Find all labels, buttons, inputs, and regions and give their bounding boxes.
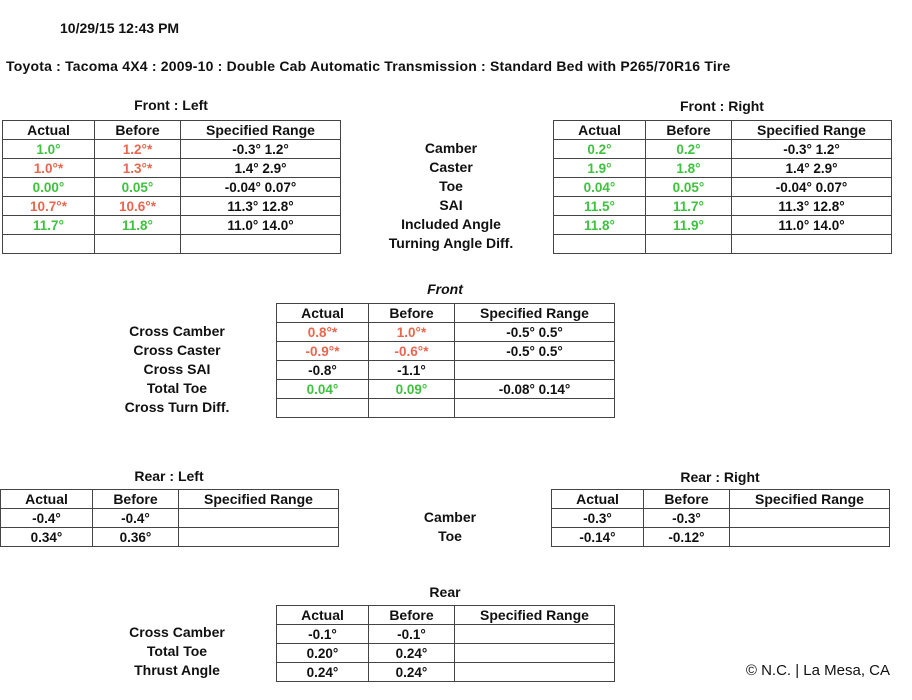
before-cell: 0.05° (95, 178, 181, 197)
actual-cell (3, 235, 95, 254)
measurement-label: Cross Camber (129, 624, 225, 640)
front-cross-labels (92, 322, 262, 417)
table-row (552, 528, 890, 547)
actual-cell: 0.20° (277, 644, 369, 663)
actual-cell: -0.3° (552, 509, 644, 528)
actual-cell: 0.34° (1, 528, 93, 547)
table-row (554, 197, 892, 216)
before-cell: 0.05° (646, 178, 732, 197)
header-row (552, 490, 890, 509)
before-cell: -0.4° (93, 509, 179, 528)
table-row (277, 399, 615, 418)
measurement-label: Thrust Angle (134, 662, 220, 678)
table-row (554, 140, 892, 159)
measurement-label: SAI (439, 197, 463, 213)
table-row (3, 197, 341, 216)
actual-cell: 0.00° (3, 178, 95, 197)
measurement-label: Cross Camber (129, 323, 225, 339)
table-row (277, 323, 615, 342)
specified-range-header: Specified Range (730, 490, 890, 509)
table-row (552, 509, 890, 528)
before-cell: 1.3°* (95, 159, 181, 178)
specified-range-cell (179, 528, 339, 547)
before-cell (95, 235, 181, 254)
front-left-table (2, 120, 341, 254)
actual-header: Actual (3, 121, 95, 140)
header-row (277, 606, 615, 625)
front-cross-title: Front (427, 281, 463, 297)
before-cell: 1.0°* (369, 323, 455, 342)
specified-range-header: Specified Range (455, 606, 615, 625)
table-row (277, 644, 615, 663)
table-row (277, 380, 615, 399)
table-row (3, 216, 341, 235)
actual-header: Actual (277, 606, 369, 625)
actual-header: Actual (554, 121, 646, 140)
table-row (554, 178, 892, 197)
before-header: Before (644, 490, 730, 509)
measurement-label: Cross Caster (133, 342, 221, 358)
specified-range-cell (179, 509, 339, 528)
measurement-label: Cross SAI (143, 361, 211, 377)
front-right-table (553, 120, 892, 254)
specified-range-cell: 11.0° 14.0° (732, 216, 892, 235)
actual-cell: 1.0° (3, 140, 95, 159)
specified-range-header: Specified Range (732, 121, 892, 140)
specified-range-header: Specified Range (181, 121, 341, 140)
actual-header: Actual (1, 490, 93, 509)
specified-range-cell (455, 361, 615, 380)
before-cell: -0.3° (644, 509, 730, 528)
specified-range-cell: -0.5° 0.5° (455, 342, 615, 361)
actual-cell: 0.24° (277, 663, 369, 682)
rear-cross-labels (92, 623, 262, 680)
specified-range-cell (455, 625, 615, 644)
before-cell: 10.6°* (95, 197, 181, 216)
actual-cell: 1.0°* (3, 159, 95, 178)
actual-cell: 11.5° (554, 197, 646, 216)
rear-right-title: Rear : Right (680, 469, 760, 485)
specified-range-cell (455, 399, 615, 418)
actual-cell: -0.9°* (277, 342, 369, 361)
measurement-label: Camber (423, 509, 477, 525)
actual-cell: 1.9° (554, 159, 646, 178)
measurement-label: Toe (439, 178, 463, 194)
specified-range-cell (455, 663, 615, 682)
table-row (3, 159, 341, 178)
before-cell: -0.6°* (369, 342, 455, 361)
actual-cell (277, 399, 369, 418)
front-cross-table (276, 303, 615, 418)
before-cell: 11.8° (95, 216, 181, 235)
table-row (554, 216, 892, 235)
before-cell: 11.7° (646, 197, 732, 216)
measurement-label: Total Toe (146, 643, 208, 659)
actual-cell: -0.8° (277, 361, 369, 380)
measurement-label: Camber (424, 140, 478, 156)
actual-cell (554, 235, 646, 254)
before-cell: 0.2° (646, 140, 732, 159)
measurement-label: Total Toe (146, 380, 208, 396)
before-cell (369, 399, 455, 418)
before-cell: 0.09° (369, 380, 455, 399)
specified-range-cell: 11.0° 14.0° (181, 216, 341, 235)
specified-range-cell: -0.3° 1.2° (181, 140, 341, 159)
table-row (277, 342, 615, 361)
specified-range-cell (730, 528, 890, 547)
measurement-label: Included Angle (401, 216, 501, 232)
rear-cross-table (276, 605, 615, 682)
before-cell: 11.9° (646, 216, 732, 235)
front-right-title: Front : Right (680, 98, 764, 114)
actual-header: Actual (277, 304, 369, 323)
before-header: Before (369, 304, 455, 323)
rear-measurement-labels (380, 508, 520, 546)
header-row (3, 121, 341, 140)
specified-range-header: Specified Range (179, 490, 339, 509)
actual-cell: 11.8° (554, 216, 646, 235)
specified-range-cell: 11.3° 12.8° (732, 197, 892, 216)
actual-cell: 10.7°* (3, 197, 95, 216)
measurement-label: Caster (429, 159, 473, 175)
specified-range-header: Specified Range (455, 304, 615, 323)
rear-left-title: Rear : Left (134, 468, 204, 484)
specified-range-cell (181, 235, 341, 254)
before-cell: 1.8° (646, 159, 732, 178)
before-header: Before (93, 490, 179, 509)
before-cell (646, 235, 732, 254)
table-row (3, 178, 341, 197)
vehicle-description: Toyota : Tacoma 4X4 : 2009-10 : Double Cab Automatic Transmission : Standard Bed with P265/70R16 Tire (6, 58, 731, 74)
copyright: © N.C. | La Mesa, CA (745, 662, 890, 679)
measurement-label: Toe (438, 528, 462, 544)
header-row (1, 490, 339, 509)
specified-range-cell: -0.3° 1.2° (732, 140, 892, 159)
measurement-label: Cross Turn Diff. (124, 399, 230, 415)
actual-cell: -0.4° (1, 509, 93, 528)
actual-cell: 11.7° (3, 216, 95, 235)
table-row (3, 235, 341, 254)
actual-cell: 0.04° (554, 178, 646, 197)
specified-range-cell: -0.04° 0.07° (732, 178, 892, 197)
specified-range-cell (730, 509, 890, 528)
before-cell: -1.1° (369, 361, 455, 380)
header-row (554, 121, 892, 140)
table-row (554, 235, 892, 254)
actual-cell: 0.8°* (277, 323, 369, 342)
specified-range-cell: 11.3° 12.8° (181, 197, 341, 216)
front-measurement-labels (346, 139, 556, 253)
specified-range-cell: 1.4° 2.9° (181, 159, 341, 178)
actual-cell: 0.04° (277, 380, 369, 399)
before-header: Before (646, 121, 732, 140)
table-row (277, 625, 615, 644)
actual-header: Actual (552, 490, 644, 509)
rear-left-table (0, 489, 339, 547)
specified-range-cell (455, 644, 615, 663)
before-cell: -0.1° (369, 625, 455, 644)
before-header: Before (369, 606, 455, 625)
actual-cell: -0.14° (552, 528, 644, 547)
header-row (277, 304, 615, 323)
before-cell: -0.12° (644, 528, 730, 547)
rear-cross-title: Rear (429, 584, 461, 600)
before-cell: 0.24° (369, 663, 455, 682)
before-cell: 0.36° (93, 528, 179, 547)
table-row (1, 528, 339, 547)
front-left-title: Front : Left (134, 97, 208, 113)
before-header: Before (95, 121, 181, 140)
before-cell: 0.24° (369, 644, 455, 663)
specified-range-cell: 1.4° 2.9° (732, 159, 892, 178)
measurement-label: Turning Angle Diff. (388, 235, 514, 251)
table-row (1, 509, 339, 528)
specified-range-cell (732, 235, 892, 254)
specified-range-cell: -0.08° 0.14° (455, 380, 615, 399)
table-row (277, 663, 615, 682)
actual-cell: -0.1° (277, 625, 369, 644)
table-row (277, 361, 615, 380)
rear-right-table (551, 489, 890, 547)
specified-range-cell: -0.04° 0.07° (181, 178, 341, 197)
actual-cell: 0.2° (554, 140, 646, 159)
specified-range-cell: -0.5° 0.5° (455, 323, 615, 342)
before-cell: 1.2°* (95, 140, 181, 159)
table-row (3, 140, 341, 159)
table-row (554, 159, 892, 178)
timestamp: 10/29/15 12:43 PM (60, 20, 180, 36)
